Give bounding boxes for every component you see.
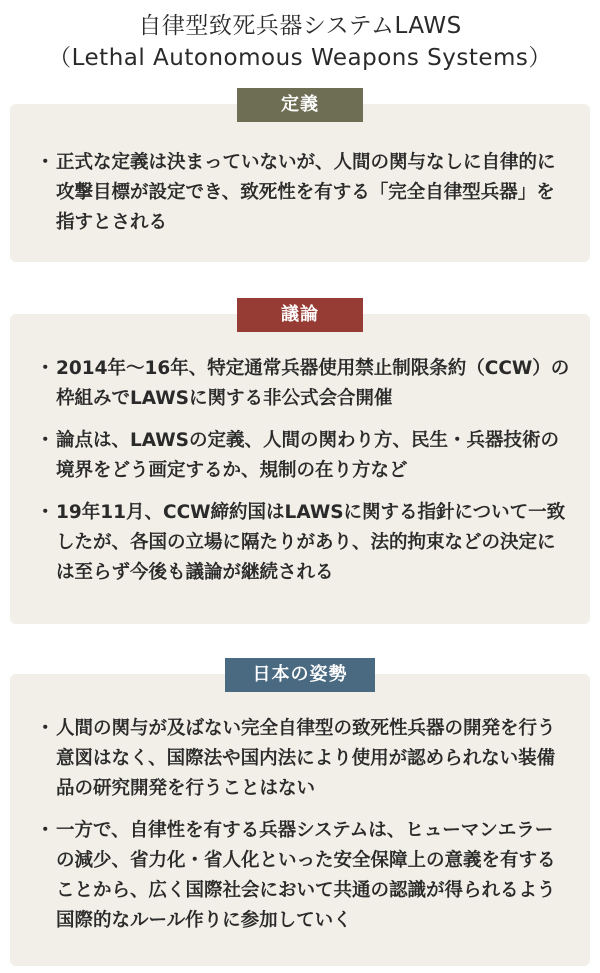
list-item	[34, 498, 570, 588]
list-item	[34, 426, 570, 486]
japan-stance-bullet-list	[34, 714, 570, 948]
list-item	[34, 714, 570, 804]
list-item	[34, 354, 570, 414]
bullet-marker: ・	[36, 152, 55, 173]
japan-stance-header: 日本の姿勢	[225, 658, 375, 692]
bullet-marker: ・	[36, 820, 55, 841]
bullet-text: 2014年～16年、特定通常兵器使用禁止制限条約（CCW）の枠組みでLAWSに関する非公式会合開催	[56, 358, 570, 409]
bullet-text: 19年11月、CCW締約国はLAWSに関する指針について一致したが、各国の立場に隔たりがあり、法的拘束などの決定には至らず今後も議論が継続される	[56, 502, 566, 583]
bullet-text: 一方で、自律性を有する兵器システムは、ヒューマンエラーの減少、省力化・省人化といった安全保障上の意義を有することから、広く国際社会において共通の認識が得られるよう国際的なルール作りに参加していく	[56, 820, 556, 931]
bullet-text: 論点は、LAWSの定義、人間の関わり方、民生・兵器技術の境界をどう画定するか、規制の在り方など	[56, 430, 560, 481]
discussion-bullet-list	[34, 354, 570, 600]
discussion-section	[10, 298, 590, 624]
japan-stance-section	[10, 658, 590, 966]
definition-bullet-list	[34, 148, 570, 250]
japan-stance-panel	[10, 674, 590, 966]
discussion-panel	[10, 314, 590, 624]
bullet-marker: ・	[36, 718, 55, 739]
title-line-2: （Lethal Autonomous Weapons Systems）	[48, 45, 552, 71]
bullet-text: 正式な定義は決まっていないが、人間の関与なしに自律的に攻撃目標が設定でき、致死性を有する「完全自律型兵器」を指すとされる	[56, 152, 556, 233]
bullet-text: 人間の関与が及ばない完全自律型の致死性兵器の開発を行う意図はなく、国際法や国内法により使用が認められない装備品の研究開発を行うことはない	[56, 718, 556, 799]
title-line-1: 自律型致死兵器システムLAWS	[138, 13, 462, 39]
list-item	[34, 148, 570, 238]
bullet-marker: ・	[36, 430, 55, 451]
list-item	[34, 816, 570, 936]
definition-header: 定義	[237, 88, 363, 122]
bullet-marker: ・	[36, 502, 55, 523]
bullet-marker: ・	[36, 358, 55, 379]
page-title	[0, 0, 600, 74]
discussion-header: 議論	[237, 298, 363, 332]
definition-section	[10, 88, 590, 264]
definition-panel	[10, 104, 590, 262]
